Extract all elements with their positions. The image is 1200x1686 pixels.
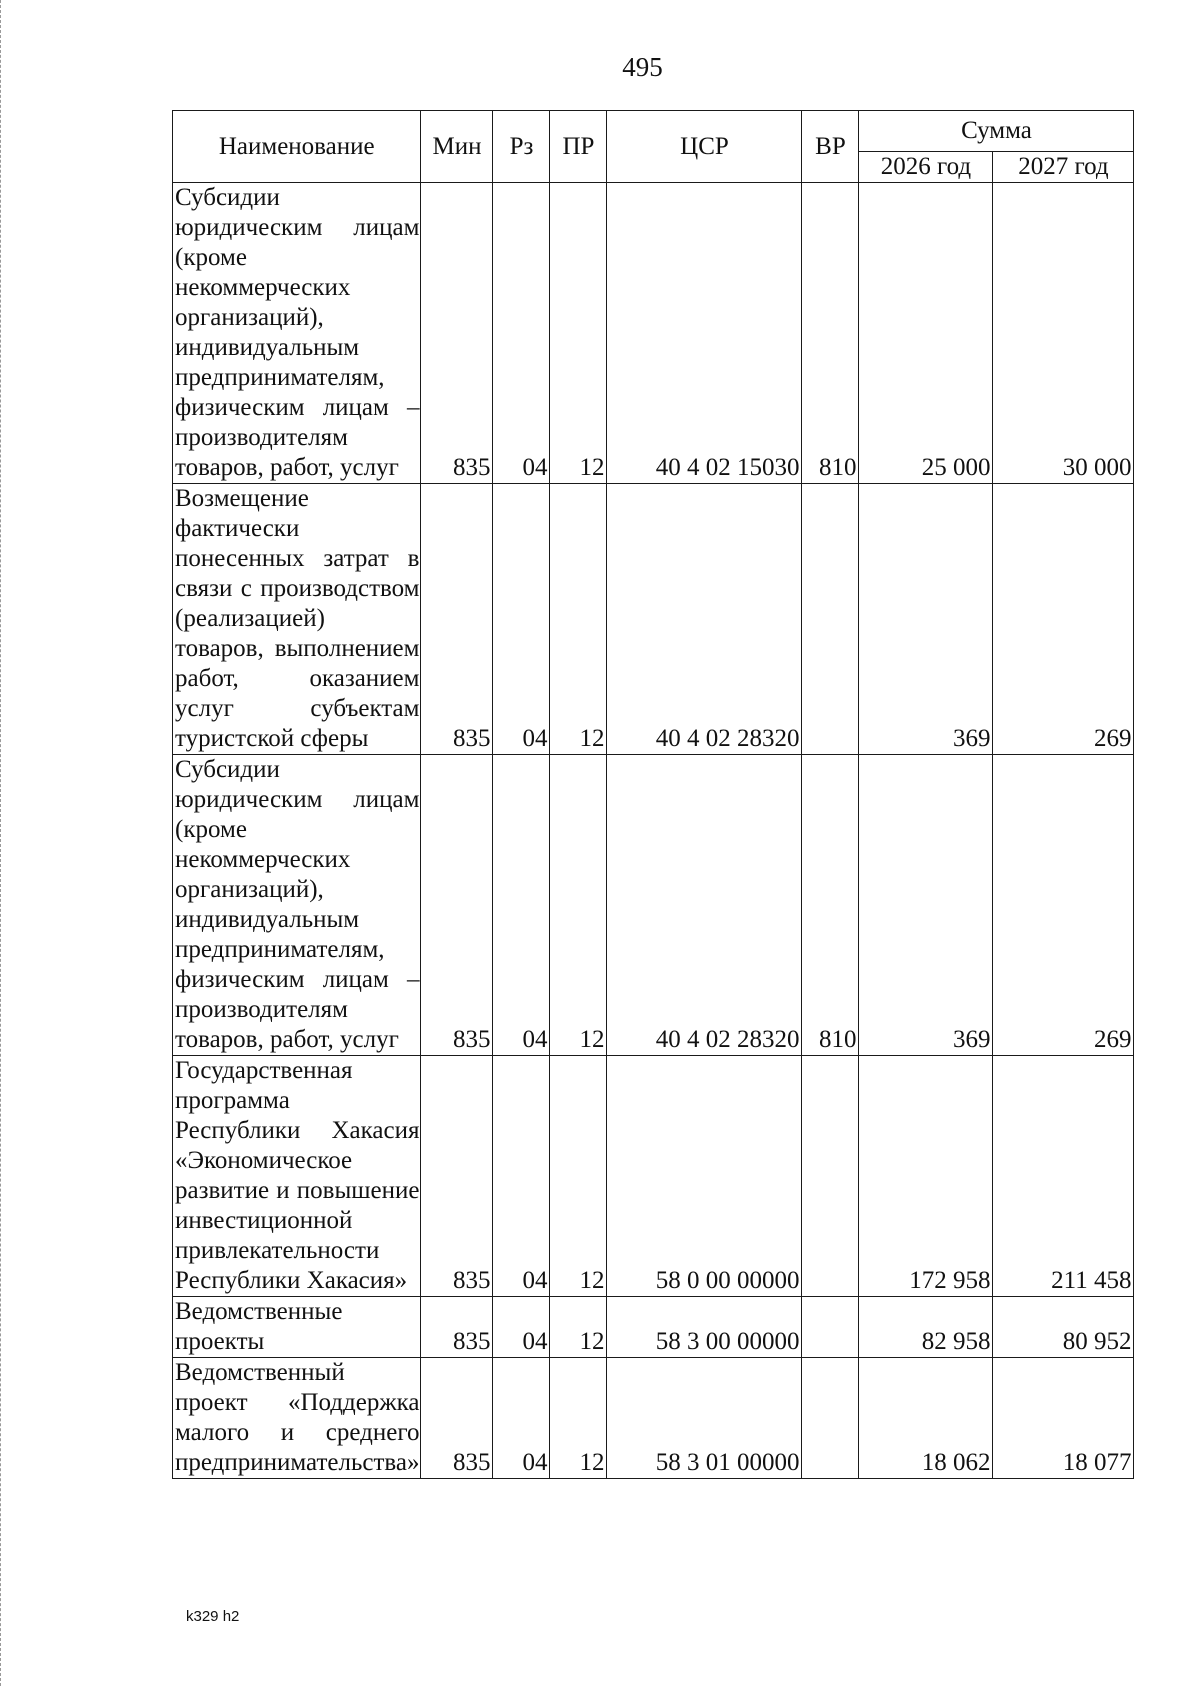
row-min: 835 <box>421 484 493 755</box>
row-sum-2027: 269 <box>993 484 1134 755</box>
row-pr: 12 <box>550 484 607 755</box>
row-sum-2026: 172 958 <box>859 1056 993 1297</box>
row-csr: 40 4 02 28320 <box>607 755 802 1056</box>
table-row <box>173 1297 1134 1358</box>
footer-document-code: k329 h2 <box>186 1608 240 1625</box>
row-sum-2027: 211 458 <box>993 1056 1134 1297</box>
header-min: Мин <box>421 111 493 183</box>
row-csr: 58 3 01 00000 <box>607 1358 802 1479</box>
row-sum-2027: 80 952 <box>993 1297 1134 1358</box>
row-rz: 04 <box>493 1297 550 1358</box>
row-csr: 58 3 00 00000 <box>607 1297 802 1358</box>
row-vr <box>802 1297 859 1358</box>
row-csr: 58 0 00 00000 <box>607 1056 802 1297</box>
row-rz: 04 <box>493 755 550 1056</box>
row-vr: 810 <box>802 183 859 484</box>
row-vr <box>802 1358 859 1479</box>
row-min: 835 <box>421 1297 493 1358</box>
table-row <box>173 1056 1134 1297</box>
row-min: 835 <box>421 1358 493 1479</box>
row-vr <box>802 1056 859 1297</box>
row-csr: 40 4 02 15030 <box>607 183 802 484</box>
header-year-2027: 2027 год <box>993 152 1134 183</box>
table-row <box>173 1358 1134 1479</box>
header-rz: Рз <box>493 111 550 183</box>
row-name: Субсидии юридическим лицам (кроме некоммерческих организаций), индивидуальным предпринимателям, физическим лицам – производителям товаров, работ, услуг <box>173 755 421 1056</box>
table-row <box>173 484 1134 755</box>
header-csr: ЦСР <box>607 111 802 183</box>
table-row <box>173 755 1134 1056</box>
row-sum-2026: 82 958 <box>859 1297 993 1358</box>
row-name: Ведомственные проекты <box>173 1297 421 1358</box>
row-rz: 04 <box>493 484 550 755</box>
row-name: Возмещение фактически понесенных затрат в связи с производством (реализацией) товаров, выполнением работ, оказанием услуг субъектам туристской сферы <box>173 484 421 755</box>
row-rz: 04 <box>493 1358 550 1479</box>
row-min: 835 <box>421 755 493 1056</box>
row-sum-2026: 369 <box>859 755 993 1056</box>
row-rz: 04 <box>493 183 550 484</box>
row-sum-2026: 369 <box>859 484 993 755</box>
header-pr: ПР <box>550 111 607 183</box>
row-name: Субсидии юридическим лицам (кроме некоммерческих организаций), индивидуальным предпринимателям, физическим лицам – производителям товаров, работ, услуг <box>173 183 421 484</box>
header-sum: Сумма <box>859 111 1134 152</box>
row-vr: 810 <box>802 755 859 1056</box>
row-pr: 12 <box>550 755 607 1056</box>
page-edge-line <box>0 0 1 1686</box>
row-rz: 04 <box>493 1056 550 1297</box>
row-pr: 12 <box>550 1056 607 1297</box>
row-pr: 12 <box>550 1358 607 1479</box>
budget-table <box>172 110 1134 1479</box>
page-number: 495 <box>622 52 663 82</box>
row-sum-2027: 269 <box>993 755 1134 1056</box>
row-sum-2027: 30 000 <box>993 183 1134 484</box>
row-sum-2026: 25 000 <box>859 183 993 484</box>
table-header-row <box>173 111 1134 152</box>
row-pr: 12 <box>550 1297 607 1358</box>
row-name: Ведомственный проект «Поддержка малого и среднего предпринимательства» <box>173 1358 421 1479</box>
row-vr <box>802 484 859 755</box>
row-csr: 40 4 02 28320 <box>607 484 802 755</box>
table-row <box>173 183 1134 484</box>
header-vr: ВР <box>802 111 859 183</box>
row-sum-2027: 18 077 <box>993 1358 1134 1479</box>
header-year-2026: 2026 год <box>859 152 993 183</box>
row-sum-2026: 18 062 <box>859 1358 993 1479</box>
row-min: 835 <box>421 1056 493 1297</box>
header-name: Наименование <box>173 111 421 183</box>
row-name: Государственная программа Республики Хакасия «Экономическое развитие и повышение инвестиционной привлекательности Республики Хакасия» <box>173 1056 421 1297</box>
row-min: 835 <box>421 183 493 484</box>
row-pr: 12 <box>550 183 607 484</box>
